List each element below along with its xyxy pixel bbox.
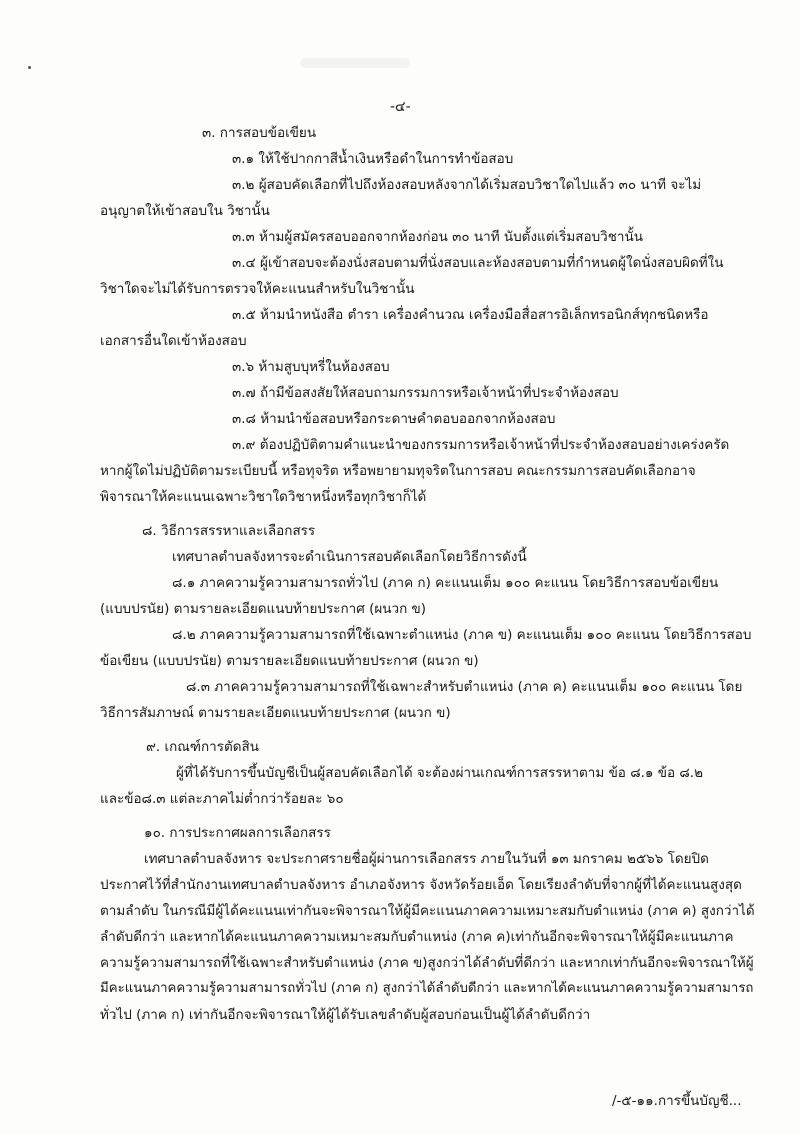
section-10-line-3: ตามลำดับ ในกรณีมีผู้ได้คะแนนเท่ากันจะพิจารณาให้ผู้มีคะแนนภาคความเหมาะสมกับตำแหน่ง (ภาค ค) สูงกว่าได้ [100,903,755,919]
section-8-intro: เทศบาลตำบลจังหารจะดำเนินการสอบคัดเลือกโดยวิธีการดังนี้ [172,549,527,565]
section-3-heading: ๓. การสอบข้อเขียน [202,125,317,141]
section-9-line-1: ผู้ที่ได้รับการขึ้นบัญชีเป็นผู้สอบคัดเลือกได้ จะต้องผ่านเกณฑ์การสรรหาตาม ข้อ ๘.๑ ข้อ ๘.๒ [176,765,703,781]
section-3-item-8: ๓.๘ ห้ามนำข้อสอบหรือกระดาษคำตอบออกจากห้องสอบ [232,411,556,427]
section-10-line-6: มีคะแนนภาคความรู้ความสามารถทั่วไป (ภาค ก) สูงกว่าได้ลำดับดีกว่า และหากได้คะแนนภาคความรู้ความสามารถ [100,981,754,996]
section-8-item-2: ๘.๒ ภาคความรู้ความสามารถที่ใช้เฉพาะตำแหน่ง (ภาค ข) คะแนนเต็ม ๑๐๐ คะแนน โดยวิธีการสอบ [172,627,752,643]
section-3-item-5-cont: เอกสารอื่นใดเข้าห้องสอบ [100,333,247,349]
scan-speck [28,66,31,69]
section-3-item-9-cont-1: หากผู้ใดไม่ปฏิบัติตามระเบียบนี้ หรือทุจริต หรือพยายามทุจริตในการสอบ คณะกรรมการสอบคัดเลือกอาจ [100,463,696,479]
section-3-item-9-cont-2: พิจารณาให้คะแนนเฉพาะวิชาใดวิชาหนึ่งหรือทุกวิชาก็ได้ [100,489,427,505]
section-10-line-7: ทั่วไป (ภาค ก) เท่ากันอีกจะพิจารณาให้ผู้ได้รับเลขลำดับผู้สอบก่อนเป็นผู้ได้ลำดับดีกว่า [100,1007,591,1023]
section-3-item-4-cont: วิชาใดจะไม่ได้รับการตรวจให้คะแนนสำหรับในวิชานั้น [100,281,415,297]
scan-artifact [300,58,410,68]
section-10-line-2: ประกาศไว้ที่สำนักงานเทศบาลตำบลจังหาร อำเภอจังหาร จังหวัดร้อยเอ็ด โดยเรียงลำดับที่จากผู้ที่ได้คะแนนสูงสุด [100,877,742,893]
section-8-heading: ๘. วิธีการสรรหาและเลือกสรร [142,523,316,539]
section-3-item-7: ๓.๗ ถ้ามีข้อสงสัยให้สอบถามกรรมการหรือเจ้าหน้าที่ประจำห้องสอบ [232,385,619,401]
continuation-note: /-๕-๑๑.การขึ้นบัญชี... [612,1093,742,1109]
section-10-line-5: ความรู้ความสามารถที่ใช้เฉพาะสำหรับตำแหน่ง (ภาค ข)สูงกว่าได้ลำดับที่ดีกว่า และหากเท่ากันอีกจะพิจารณาให้ผู้ [100,955,754,971]
section-10-line-4: ลำดับดีกว่า และหากได้คะแนนภาคความเหมาะสมกับตำแหน่ง (ภาค ค)เท่ากันอีกจะพิจารณาให้ผู้มีคะแนนภาค [100,929,734,945]
section-8-item-3: ๘.๓ ภาคความรู้ความสามารถที่ใช้เฉพาะสำหรับตำแหน่ง (ภาค ค) คะแนนเต็ม ๑๐๐ คะแนน โดย [186,679,743,695]
section-10-heading: ๑๐. การประกาศผลการเลือกสรร [144,825,331,841]
section-3-item-5: ๓.๕ ห้ามนำหนังสือ ตำรา เครื่องคำนวณ เครื่องมือสื่อสารอิเล็กทรอนิกส์ทุกชนิดหรือ [232,307,709,323]
section-9-heading: ๙. เกณฑ์การตัดสิน [146,739,259,755]
section-3-item-2: ๓.๒ ผู้สอบคัดเลือกที่ไปถึงห้องสอบหลังจากได้เริ่มสอบวิชาใดไปแล้ว ๓๐ นาที จะไม่ [232,177,702,193]
section-3-item-4: ๓.๔ ผู้เข้าสอบจะต้องนั่งสอบตามที่นั่งสอบและห้องสอบตามที่กำหนดผู้ใดนั่งสอบผิดที่ใน [232,255,724,271]
section-3-item-9: ๓.๙ ต้องปฏิบัติตามคำแนะนำของกรรมการหรือเจ้าหน้าที่ประจำห้องสอบอย่างเคร่งครัด [232,437,730,453]
section-10-line-1: เทศบาลตำบลจังหาร จะประกาศรายชื่อผู้ผ่านการเลือกสรร ภายในวันที่ ๑๓ มกราคม ๒๕๖๖ โดยปิด [144,851,709,867]
section-8-item-1-cont: (แบบปรนัย) ตามรายละเอียดแนบท้ายประกาศ (ผนวก ข) [100,601,427,617]
section-8-item-1: ๘.๑ ภาคความรู้ความสามารถทั่วไป (ภาค ก) คะแนนเต็ม ๑๐๐ คะแนน โดยวิธีการสอบข้อเขียน [172,575,719,591]
section-9-line-2: และข้อ๘.๓ แต่ละภาคไม่ต่ำกว่าร้อยละ ๖๐ [100,791,344,807]
page-number: -๔- [390,99,411,115]
section-8-item-2-cont: ข้อเขียน (แบบปรนัย) ตามรายละเอียดแนบท้ายประกาศ (ผนวก ข) [100,653,479,669]
section-3-item-1: ๓.๑ ให้ใช้ปากกาสีน้ำเงินหรือดำในการทำข้อสอบ [232,151,514,167]
section-8-item-3-cont: วิธีการสัมภาษณ์ ตามรายละเอียดแนบท้ายประกาศ (ผนวก ข) [100,705,451,721]
section-3-item-3: ๓.๓ ห้ามผู้สมัครสอบออกจากห้องก่อน ๓๐ นาที นับตั้งแต่เริ่มสอบวิชานั้น [232,229,643,245]
section-3-item-6: ๓.๖ ห้ามสูบบุหรี่ในห้องสอบ [232,359,390,375]
section-3-item-2-cont: อนุญาตให้เข้าสอบใน วิชานั้น [100,203,270,219]
